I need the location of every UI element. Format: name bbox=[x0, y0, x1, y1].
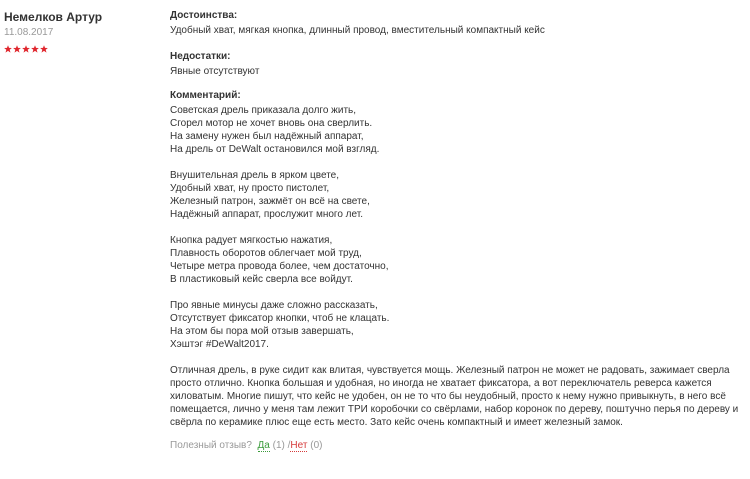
vote-no-count: (0) bbox=[310, 440, 323, 451]
pros-title: Достоинства: bbox=[170, 10, 238, 21]
comment-title: Комментарий: bbox=[170, 90, 241, 101]
cons-text: Явные отсутствуют bbox=[170, 66, 260, 77]
poem-line: Четыре метра провода более, чем достаточно, bbox=[170, 261, 389, 272]
vote-separator: / bbox=[287, 440, 291, 451]
poem-line: Удобный хват, ну просто пистолет, bbox=[170, 183, 330, 194]
poem-line: Сгорел мотор не хочет вновь она сверлить. bbox=[170, 118, 373, 129]
star-icon bbox=[40, 45, 48, 53]
star-icon bbox=[31, 45, 39, 53]
star-icon bbox=[22, 45, 30, 53]
review-author-panel bbox=[4, 10, 164, 54]
pros-section bbox=[170, 10, 740, 37]
star-icon bbox=[13, 45, 21, 53]
poem-line: Про явные минусы даже сложно рассказать, bbox=[170, 300, 378, 311]
poem-line: На замену нужен был надёжный аппарат, bbox=[170, 131, 364, 142]
poem-stanza bbox=[170, 234, 740, 286]
review-body bbox=[170, 10, 740, 451]
poem-line: Советская дрель приказала долго жить, bbox=[170, 105, 357, 116]
poem-line: Внушительная дрель в ярком цвете, bbox=[170, 170, 340, 181]
review-date: 11.08.2017 bbox=[4, 27, 54, 38]
cons-title: Недостатки: bbox=[170, 51, 231, 62]
poem-line: Плавность оборотов облегчает мой труд, bbox=[170, 248, 362, 259]
comment-section bbox=[170, 90, 740, 429]
poem-line: Железный патрон, зажмёт он всё на свете, bbox=[170, 196, 370, 207]
poem-line: На дрель от DeWalt остановился мой взгляд. bbox=[170, 144, 380, 155]
poem-line: Хэштэг #DeWalt2017. bbox=[170, 339, 269, 350]
pros-text: Удобный хват, мягкая кнопка, длинный провод, вместительный компактный кейс bbox=[170, 25, 545, 36]
vote-yes-count: (1) bbox=[272, 440, 285, 451]
useful-vote bbox=[170, 440, 740, 451]
comment-text bbox=[170, 104, 740, 429]
poem-stanza bbox=[170, 299, 740, 351]
useful-question: Полезный отзыв? bbox=[170, 440, 252, 451]
star-icon bbox=[4, 45, 12, 53]
rating-stars bbox=[4, 44, 164, 54]
cons-section bbox=[170, 51, 740, 78]
vote-yes-link[interactable]: Да bbox=[257, 440, 270, 451]
poem-line: Отсутствует фиксатор кнопки, чтоб не клацать. bbox=[170, 313, 390, 324]
comment-paragraph: Отличная дрель, в руке сидит как влитая, чувствуется мощь. Железный патрон не может не радовать, зажимает сверла просто отлично. Кнопка большая и удобная, но иногда не хватает фиксатора, а вот переключатель реверса кажется хиловатым. Многие пишут, что кейс не удобен, он не то что бы неудобный, просто к нему нужно привыкнуть, в него всё помещается, лично у меня там лежит ТРИ коробочки со свёрлами, набор коронок по дереву, поштучно перья по дереву и свёрла по керамике плюс еще есть место. Зато кейс очень компактный и имеет железный замок. bbox=[170, 365, 739, 428]
vote-no-link[interactable]: Нет bbox=[290, 440, 308, 451]
poem-stanza bbox=[170, 169, 740, 221]
poem-line: Кнопка радует мягкостью нажатия, bbox=[170, 235, 333, 246]
poem-line: На этом бы пора мой отзыв завершать, bbox=[170, 326, 354, 337]
poem-line: Надёжный аппарат, прослужит много лет. bbox=[170, 209, 363, 220]
poem-line: В пластиковый кейс сверла все войдут. bbox=[170, 274, 353, 285]
author-name: Немелков Артур bbox=[4, 10, 103, 24]
poem-stanza bbox=[170, 104, 740, 156]
